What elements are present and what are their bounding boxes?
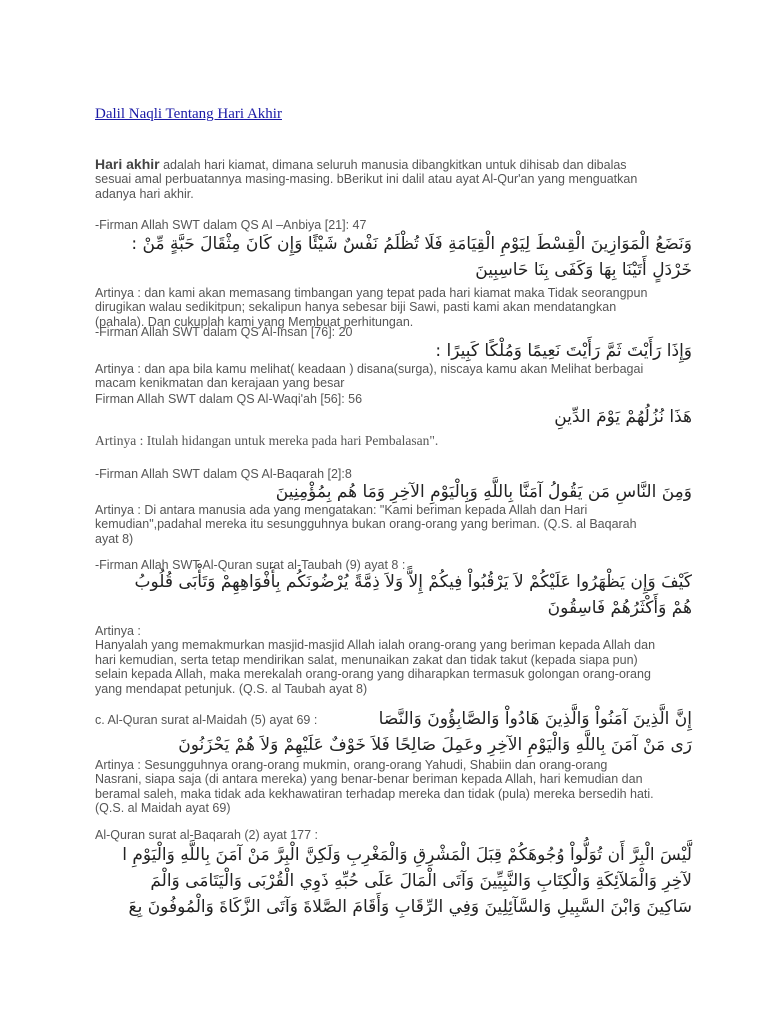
s6-translation-line-2: Nasrani, siapa saja (di antara mereka) yang benar-benar beriman kepada Allah, hari kemudian dan: [95, 772, 643, 787]
intro-paragraph: [95, 157, 685, 201]
s6-translation: [95, 758, 685, 816]
s2-translation: [95, 362, 685, 391]
s6-translation-line-3: beramal saleh, maka tidak ada kekhawatiran terhadap mereka dan tidak (pula) mereka bersedih hati.: [95, 786, 654, 801]
s5-translation-line-4: yang mendapat petunjuk. (Q.S. al Taubah ayat 8): [95, 681, 368, 696]
s6-arabic-line-2: رَى مَنْ آمَنَ بِاللَّهِ وَالْيَوْمِ الآخِرِ وعَمِلَ صَالِحًا فَلاَ خَوْفٌ عَلَيْهِمْ وَلاَ هُمْ يَحْزَنُونَ: [178, 735, 692, 755]
s5-translation-line-1: Hanyalah yang memakmurkan masjid-masjid Allah ialah orang-orang yang beriman kepada Allah dan: [95, 638, 656, 653]
s3-reference: Firman Allah SWT dalam QS Al-Waqi'ah [56]: 56: [95, 392, 363, 406]
s4-translation-line-1: Artinya : Di antara manusia ada yang mengatakan: "Kami beriman kepada Allah dan Hari: [95, 503, 588, 517]
s1-translation-line-1: Artinya : dan kami akan memasang timbangan yang tepat pada hari kiamat maka Tidak seorangpun: [95, 286, 648, 300]
s1-translation-line-2: dirugikan walau sedikitpun; sekalipun hanya sebesar biji Sawi, pasti kami akan mendatangkan: [95, 300, 617, 315]
s3-arabic: هَذَا نُزُلُهُمْ يَوْمَ الدِّينِ: [554, 407, 692, 427]
s2-translation-line-1: Artinya : dan apa bila kamu melihat( keadaan ) disana(surga), niscaya kamu akan Melihat berbagai: [95, 362, 644, 376]
s4-translation-line-3: ayat 8): [95, 531, 134, 546]
s6-translation-line-1: Artinya : Sesungguhnya orang-orang mukmin, orang-orang Yahudi, Shabiin dan orang-orang: [95, 758, 608, 772]
s1-translation-line-3: (pahala). Dan cukuplah kami yang Membuat perhitungan.: [95, 314, 414, 329]
s5-translation-label: Artinya :: [95, 624, 141, 638]
intro-line-2: sesuai amal perbuatannya masing-masing. bBerikut ini dalil atau ayat Al-Qur'an yang menguatkan: [95, 172, 638, 187]
s6-reference: c. Al-Quran surat al-Maidah (5) ayat 69 :: [95, 713, 318, 727]
s1-arabic-line-2: خَرْدَلٍ أَتَيْنَا بِهَا وَكَفَى بِنَا حَاسِبِينَ: [475, 260, 692, 280]
page-title[interactable]: Dalil Naqli Tentang Hari Akhir: [95, 106, 282, 122]
s5-arabic-line-2: هُمْ وَأَكْثَرُهُمْ فَاسِقُونَ: [547, 598, 692, 618]
s4-reference: -Firman Allah SWT dalam QS Al-Baqarah [2]:8: [95, 467, 352, 481]
s1-reference: -Firman Allah SWT dalam QS Al –Anbiya [21]: 47: [95, 218, 367, 232]
s7-arabic-line-3: سَاكِينَ وَابْنَ السَّبِيلِ وَالسَّآئِلِينَ وَفِي الرِّقَابِ وَأَقَامَ الصَّلاةَ وَآتَى الزَّكَاةَ وَالْمُوفُونَ بِعَ: [128, 897, 692, 917]
s5-arabic-line-1: كَيْفَ وَإِن يَظْهَرُوا عَلَيْكُمْ لاَ يَرْقُبُواْ فِيكُمْ إِلاًّ وَلاَ ذِمَّةً يُرْضُونَكُم بِأَفْوَاهِهِمْ وَتَأْبَى قُلُوبُ: [134, 572, 692, 592]
s1-arabic-line-1: وَنَضَعُ الْمَوَازِينَ الْقِسْطَ لِيَوْمِ الْقِيَامَةِ فَلَا تُظْلَمُ نَفْسٌ شَيْئًا وَإِن كَانَ مِثْقَالَ حَبَّةٍ مِّنْ :: [131, 234, 692, 254]
document-page: [95, 0, 692, 1024]
s7-reference: Al-Quran surat al-Baqarah (2) ayat 177 :: [95, 828, 319, 842]
intro-line-3: adanya hari akhir.: [95, 186, 194, 201]
s6-translation-line-4: (Q.S. al Maidah ayat 69): [95, 801, 231, 816]
s7-arabic-line-1: لَّيْسَ الْبِرَّ أَن تُوَلُّواْ وُجُوهَكُمْ قِبَلَ الْمَشْرِقِ وَالْمَغْرِبِ وَلَكِنَّ الْبِرَّ مَنْ آمَنَ بِاللَّهِ وَالْيَوْمِ ا: [122, 845, 692, 865]
s3-translation: Artinya : Itulah hidangan untuk mereka pada hari Pembalasan".: [95, 433, 439, 448]
intro-bold-term: Hari akhir: [95, 156, 160, 172]
s2-reference: -Firman Allah SWT dalam QS Al-Insan [76]: 20: [95, 325, 353, 339]
s4-translation: [95, 503, 685, 546]
s4-arabic: وَمِنَ النَّاسِ مَن يَقُولُ آمَنَّا بِاللَّهِ وَبِالْيَوْمِ الآخِرِ وَمَا هُم بِمُؤْمِنِينَ: [275, 482, 692, 502]
s5-translation-line-2: hari kemudian, serta tetap mendirikan salat, menunaikan zakat dan tidak takut (kepada siapa pun): [95, 652, 638, 667]
s2-translation-line-2: macam kenikmatan dan kerajaan yang besar: [95, 376, 345, 391]
s2-arabic: وَإِذَا رَأَيْتَ ثَمَّ رَأَيْتَ نَعِيمًا وَمُلْكًا كَبِيرًا :: [435, 341, 692, 361]
intro-line-1: adalah hari kiamat, dimana seluruh manusia dibangkitkan untuk dihisab dan dibalas: [159, 158, 627, 172]
s1-translation: [95, 286, 685, 329]
s4-translation-line-2: kemudian",padahal mereka itu sesungguhnya bukan orang-orang yang beriman. (Q.S. al Baqarah: [95, 517, 637, 532]
s6-arabic-line-1: إِنَّ الَّذِينَ آمَنُواْ وَالَّذِينَ هَادُواْ وَالصَّابِؤُونَ وَالنَّصَا: [378, 709, 692, 729]
s5-translation: [95, 624, 685, 696]
s5-reference: -Firman Allah SWT Al-Quran surat al-Taubah (9) ayat 8 :: [95, 558, 406, 572]
s5-translation-line-3: selain kepada Allah, maka merekalah orang-orang yang diharapkan termasuk golongan orang-orang: [95, 667, 651, 682]
s7-arabic-line-2: لآخِرِ وَالْمَلآئِكَةِ وَالْكِتَابِ وَالنَّبِيِّينَ وَآتَى الْمَالَ عَلَى حُبِّهِ ذَوِي الْقُرْبَى وَالْيَتَامَى وَالْمَ: [150, 871, 692, 891]
